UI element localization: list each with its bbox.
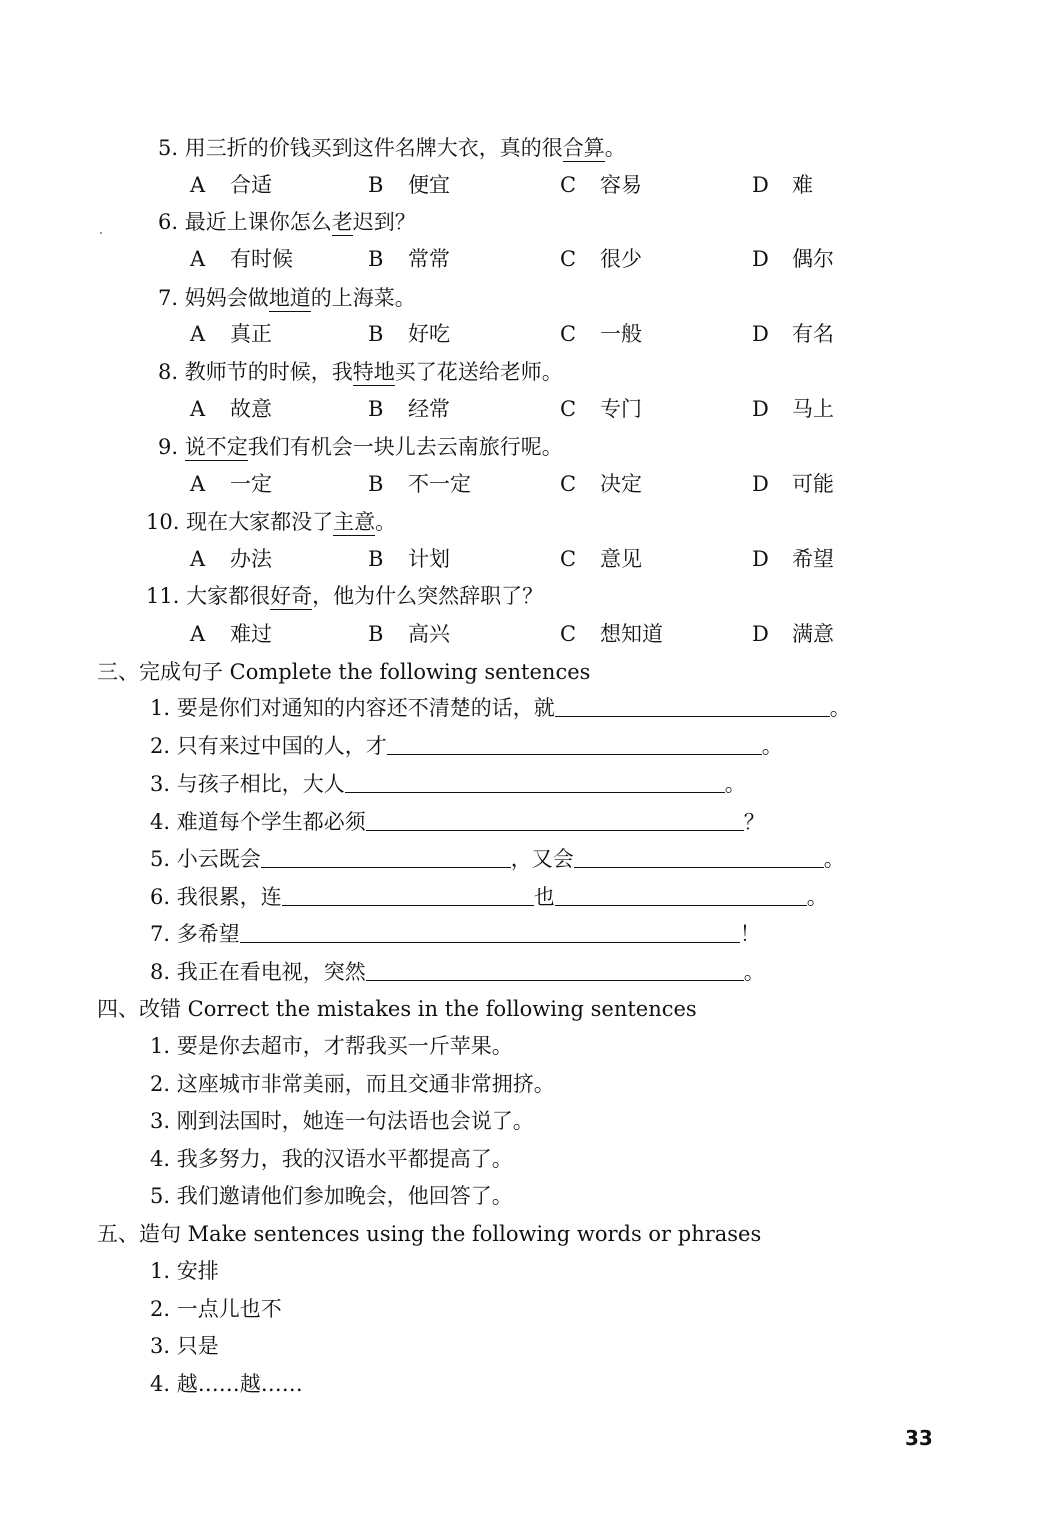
- make-item-4: 4. 越……越……: [150, 1372, 303, 1396]
- option-b[interactable]: B 经常: [368, 397, 450, 421]
- complete-item-7: 7. 多希望 ！: [150, 922, 761, 946]
- option-a[interactable]: A 一定: [190, 472, 272, 496]
- option-c[interactable]: C 很少: [560, 247, 642, 271]
- option-d[interactable]: D 马上: [752, 397, 834, 421]
- answer-blank[interactable]: [240, 920, 740, 943]
- question-10: 10. 现在大家都没了主意。: [146, 510, 397, 534]
- make-item-3: 3. 只是: [150, 1334, 219, 1358]
- correct-item-4: 4. 我多努力，我的汉语水平都提高了。: [150, 1147, 513, 1171]
- answer-blank[interactable]: [282, 883, 534, 906]
- option-a[interactable]: A 真正: [190, 322, 272, 346]
- key-word: 合算: [562, 136, 605, 160]
- option-b[interactable]: B 常常: [368, 247, 450, 271]
- option-d[interactable]: D 偶尔: [752, 247, 834, 271]
- complete-item-5: 5. 小云既会 ，又会 。: [150, 847, 845, 871]
- option-b[interactable]: B 高兴: [368, 622, 450, 646]
- question-6: 6. 最近上课你怎么老迟到？: [158, 210, 416, 234]
- option-c[interactable]: C 专门: [560, 397, 642, 421]
- answer-blank[interactable]: [555, 883, 807, 906]
- option-b[interactable]: B 不一定: [368, 472, 471, 496]
- section-heading-complete: 三、完成句子 Complete the following sentences: [97, 660, 591, 684]
- correct-item-5: 5. 我们邀请他们参加晚会，他回答了。: [150, 1184, 513, 1208]
- section-heading-make-sentences: 五、造句 Make sentences using the following words or phrases: [97, 1222, 762, 1246]
- option-d[interactable]: D 可能: [752, 472, 834, 496]
- section-heading-correct: 四、改错 Correct the mistakes in the following sentences: [97, 997, 697, 1021]
- key-word: 老: [331, 210, 353, 234]
- complete-item-8: 8. 我正在看电视，突然 。: [150, 960, 765, 984]
- answer-blank[interactable]: [387, 732, 762, 755]
- option-a[interactable]: A 有时候: [190, 247, 293, 271]
- option-c[interactable]: C 决定: [560, 472, 642, 496]
- correct-item-1: 1. 要是你去超市，才帮我买一斤苹果。: [150, 1034, 513, 1058]
- complete-item-4: 4. 难道每个学生都必须 ？: [150, 810, 765, 834]
- key-word: 特地: [352, 360, 395, 384]
- option-c[interactable]: C 想知道: [560, 622, 663, 646]
- option-a[interactable]: A 合适: [190, 173, 272, 197]
- question-11: 11. 大家都很好奇，他为什么突然辞职了？: [146, 584, 544, 608]
- option-b[interactable]: B 便宜: [368, 173, 450, 197]
- complete-item-6: 6. 我很累，连 也 。: [150, 885, 828, 909]
- option-a[interactable]: A 难过: [190, 622, 272, 646]
- option-a[interactable]: A 故意: [190, 397, 272, 421]
- complete-item-3: 3. 与孩子相比，大人 。: [150, 772, 746, 796]
- option-d[interactable]: D 难: [752, 173, 813, 197]
- answer-blank[interactable]: [366, 958, 744, 981]
- correct-item-3: 3. 刚到法国时，她连一句法语也会说了。: [150, 1109, 534, 1133]
- answer-blank[interactable]: [366, 808, 744, 831]
- answer-blank[interactable]: [574, 845, 824, 868]
- answer-blank[interactable]: [555, 694, 830, 717]
- option-a[interactable]: A 办法: [190, 547, 272, 571]
- question-8: 8. 教师节的时候，我特地买了花送给老师。: [158, 360, 563, 384]
- question-7: 7. 妈妈会做地道的上海菜。: [158, 286, 416, 310]
- complete-item-1: 1. 要是你们对通知的内容还不清楚的话，就 。: [150, 696, 851, 720]
- option-b[interactable]: B 好吃: [368, 322, 450, 346]
- key-word: 说不定: [184, 435, 248, 459]
- complete-item-2: 2. 只有来过中国的人，才 。: [150, 734, 783, 758]
- question-9: 9. 说不定我们有机会一块儿去云南旅行呢。: [158, 435, 563, 459]
- option-b[interactable]: B 计划: [368, 547, 450, 571]
- option-c[interactable]: C 一般: [560, 322, 642, 346]
- option-d[interactable]: D 满意: [752, 622, 834, 646]
- option-c[interactable]: C 容易: [560, 173, 642, 197]
- option-d[interactable]: D 希望: [752, 547, 834, 571]
- answer-blank[interactable]: [261, 845, 511, 868]
- key-word: 地道: [268, 286, 311, 310]
- page-number: 33: [905, 1426, 933, 1450]
- scan-speck: [100, 232, 102, 234]
- key-word: 主意: [333, 510, 376, 534]
- option-d[interactable]: D 有名: [752, 322, 834, 346]
- answer-blank[interactable]: [345, 770, 725, 793]
- make-item-2: 2. 一点儿也不: [150, 1297, 282, 1321]
- question-5: 5. 用三折的价钱买到这件名牌大衣，真的很合算。: [158, 136, 626, 160]
- key-word: 好奇: [270, 584, 313, 608]
- option-c[interactable]: C 意见: [560, 547, 642, 571]
- make-item-1: 1. 安排: [150, 1259, 219, 1283]
- correct-item-2: 2. 这座城市非常美丽，而且交通非常拥挤。: [150, 1072, 555, 1096]
